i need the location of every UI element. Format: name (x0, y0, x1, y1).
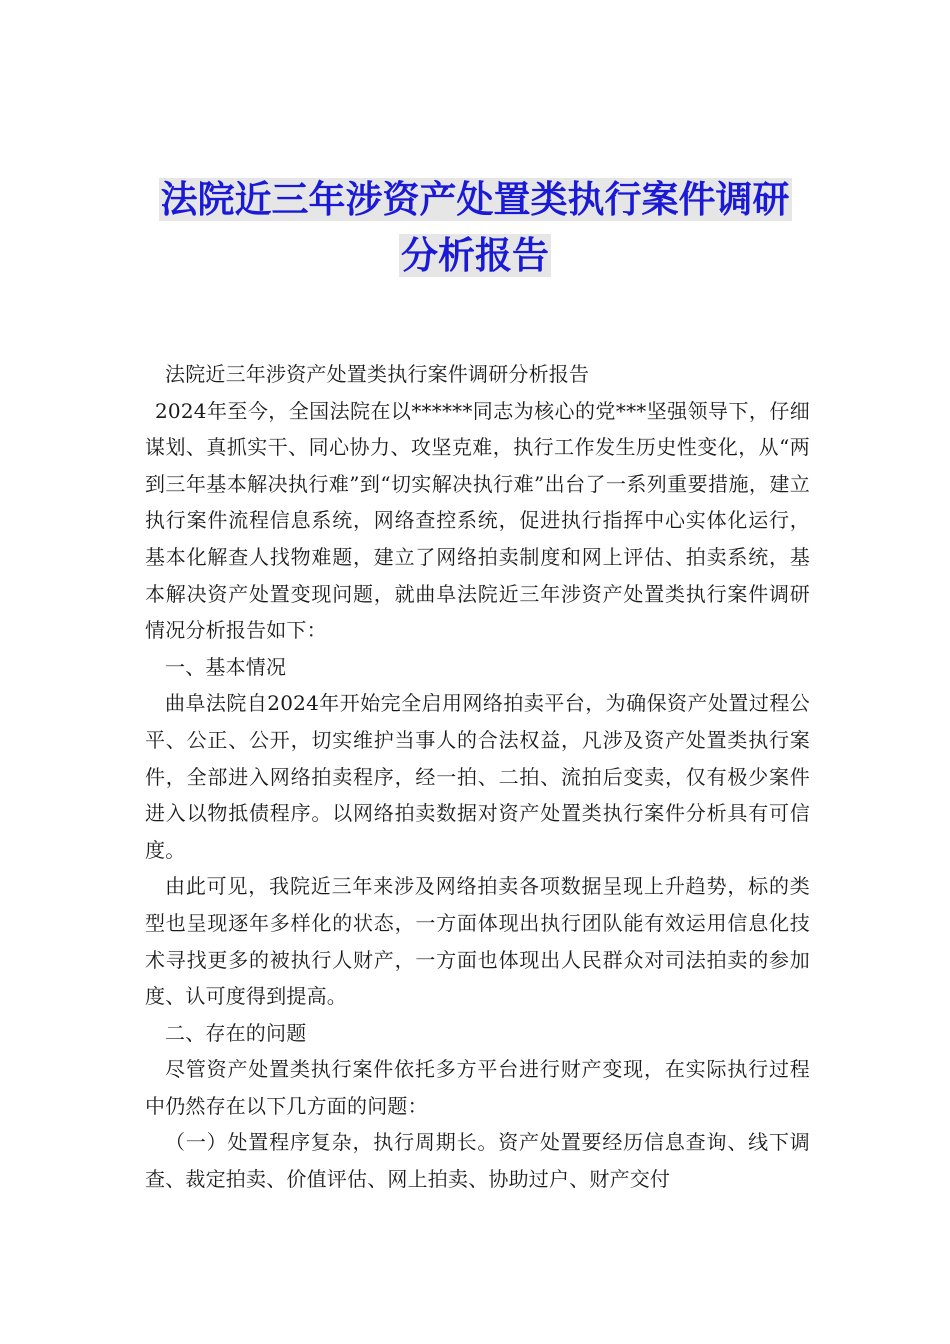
section-heading-basic-situation: 一、基本情况 (165, 654, 287, 679)
title-line-2: 分析报告 (401, 234, 549, 277)
section-heading-problems: 二、存在的问题 (165, 1020, 307, 1045)
document-title (120, 172, 830, 284)
paragraph-report-heading: 法院近三年涉资产处置类执行案件调研分析报告 (165, 362, 590, 386)
paragraph-intro: 2024年至今，全国法院在以******同志为核心的党***坚强领导下，仔细谋划、真抓实干、同心协力、攻坚克难，执行工作发生历史性变化，从“两到三年基本解决执行难”到“切实解决执行难”出台了一系列重要措施，建立执行案件流程信息系统，网络查控系统，促进执行指挥中心实体化运行，基本化解查人找物难题，建立了网络拍卖制度和网上评估、拍卖系统，基本解决资产处置变现问题，就曲阜法院近三年涉资产处置类执行案件调研情况分析报告如下： (145, 398, 810, 643)
title-line-1: 法院近三年涉资产处置类执行案件调研 (160, 178, 790, 221)
paragraph-problems-intro: 尽管资产处置类执行案件依托多方平台进行财产变现，在实际执行过程中仍然存在以下几方面的问题： (145, 1057, 810, 1118)
paragraph-trend: 由此可见，我院近三年来涉及网络拍卖各项数据呈现上升趋势，标的类型也呈现逐年多样化的状态，一方面体现出执行团队能有效运用信息化技术寻找更多的被执行人财产，一方面也体现出人民群众对司法拍卖的参加度、认可度得到提高。 (145, 874, 810, 1009)
paragraph-basic-situation: 曲阜法院自2024年开始完全启用网络拍卖平台，为确保资产处置过程公平、公正、公开，切实维护当事人的合法权益，凡涉及资产处置类执行案件，全部进入网络拍卖程序，经一拍、二拍、流拍后变卖，仅有极少案件进入以物抵债程序。以网络拍卖数据对资产处置类执行案件分析具有可信度。 (145, 691, 810, 862)
paragraph-problem-1: （一）处置程序复杂，执行周期长。资产处置要经历信息查询、线下调查、裁定拍卖、价值评估、网上拍卖、协助过户、财产交付 (145, 1130, 810, 1192)
document-body (145, 356, 810, 1198)
